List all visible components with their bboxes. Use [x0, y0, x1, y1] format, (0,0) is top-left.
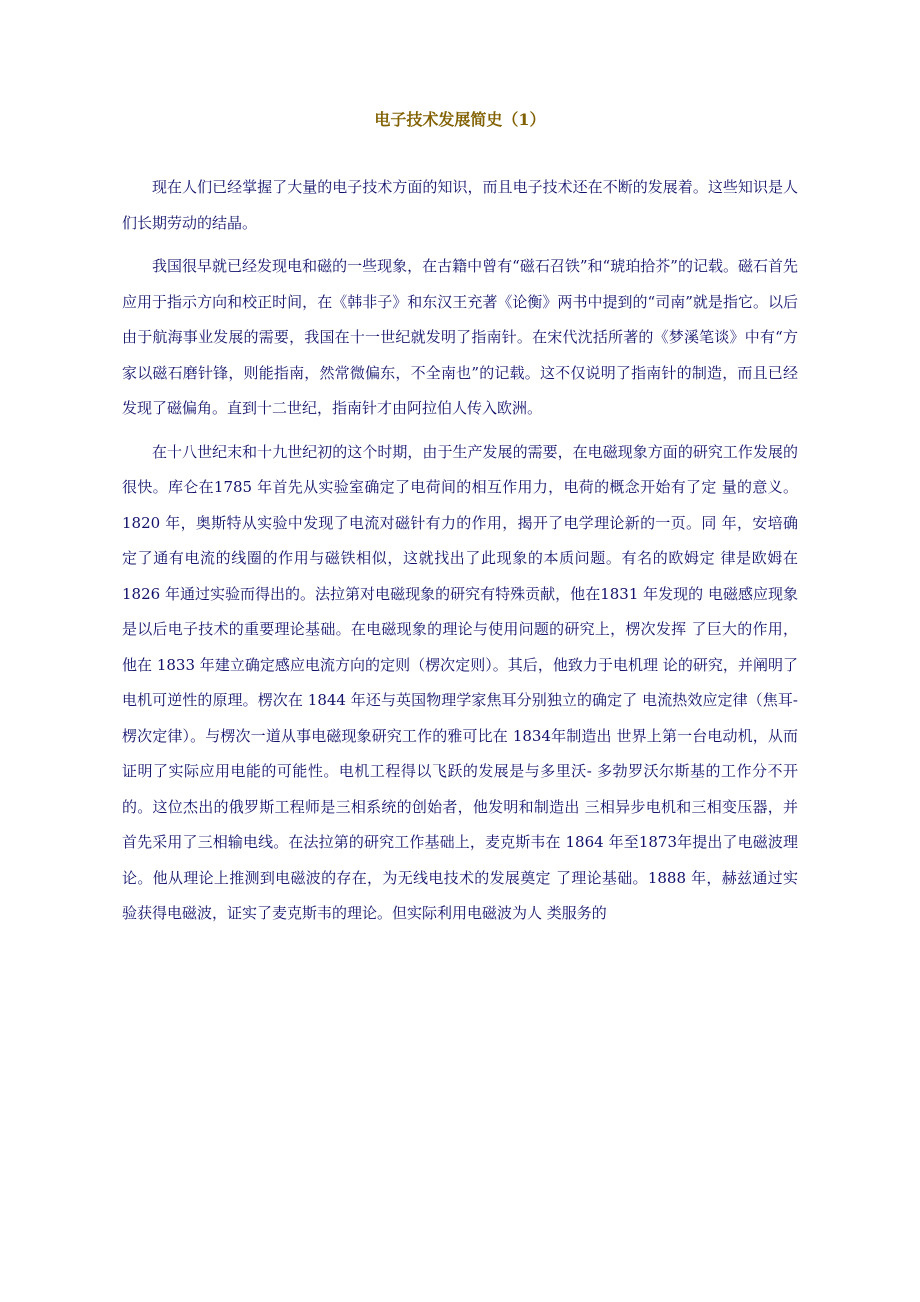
paragraph-electromagnetism-history: 在十八世纪末和十九世纪初的这个时期，由于生产发展的需要，在电磁现象方面的研究工作发展的很快。库仑在1785 年首先从实验室确定了电荷间的相互作用力，电荷的概念开始有了定 量的意义。1820 年，奥斯特从实验中发现了电流对磁针有力的作用，揭开了电学理论新的一页。同 年，安培确定了通有电流的线圈的作用与磁铁相似，这就找出了此现象的本质问题。有名的欧姆定 律是欧姆在 1826 年通过实验而得出的。法拉第对电磁现象的研究有特殊贡献，他在1831 年发现的 电磁感应现象是以后电子技术的重要理论基础。在电磁现象的理论与使用问题的研究上，楞次发挥 了巨大的作用，他在 1833 年建立确定感应电流方向的定则（楞次定则）。其后，他致力于电机理 论的研究，并阐明了电机可逆性的原理。楞次在 1844 年还与英国物理学家焦耳分别独立的确定了 电流热效应定律（焦耳-楞次定律）。与楞次一道从事电磁现象研究工作的雅可比在 1834年制造出 世界上第一台电动机，从而证明了实际应用电能的可能性。电机工程得以飞跃的发展是与多里沃- 多勃罗沃尔斯基的工作分不开的。这位杰出的俄罗斯工程师是三相系统的创始者，他发明和制造出 三相异步电机和三相变压器，并首先采用了三相输电线。在法拉第的研究工作基础上，麦克斯韦在 1864 年至1873年提出了电磁波理论。他从理论上推测到电磁波的存在，为无线电技术的发展奠定 了理论基础。1888 年，赫兹通过实验获得电磁波，证实了麦克斯韦的理论。但实际利用电磁波为人 类服务的 [122, 442, 798, 922]
document-title: 电子技术发展简史（1） [374, 110, 546, 129]
paragraph-ancient-china: 我国很早就已经发现电和磁的一些现象，在古籍中曾有“磁石召铁”和“琥珀拾芥”的记载。磁石首先应用于指示方向和校正时间，在《韩非子》和东汉王充著《论衡》两书中提到的“司南”就是指它。以后由于航海事业发展的需要，我国在十一世纪就发明了指南针。在宋代沈括所著的《梦溪笔谈》中有“方家以磁石磨针锋，则能指南，然常微偏东，不全南也”的记载。这不仅说明了指南针的制造，而且已经发现了磁偏角。直到十二世纪，指南针才由阿拉伯人传入欧洲。 [122, 257, 798, 417]
paragraph-intro: 现在人们已经掌握了大量的电子技术方面的知识，而且电子技术还在不断的发展着。这些知识是人们长期劳动的结晶。 [122, 178, 798, 232]
document-body [122, 170, 798, 940]
